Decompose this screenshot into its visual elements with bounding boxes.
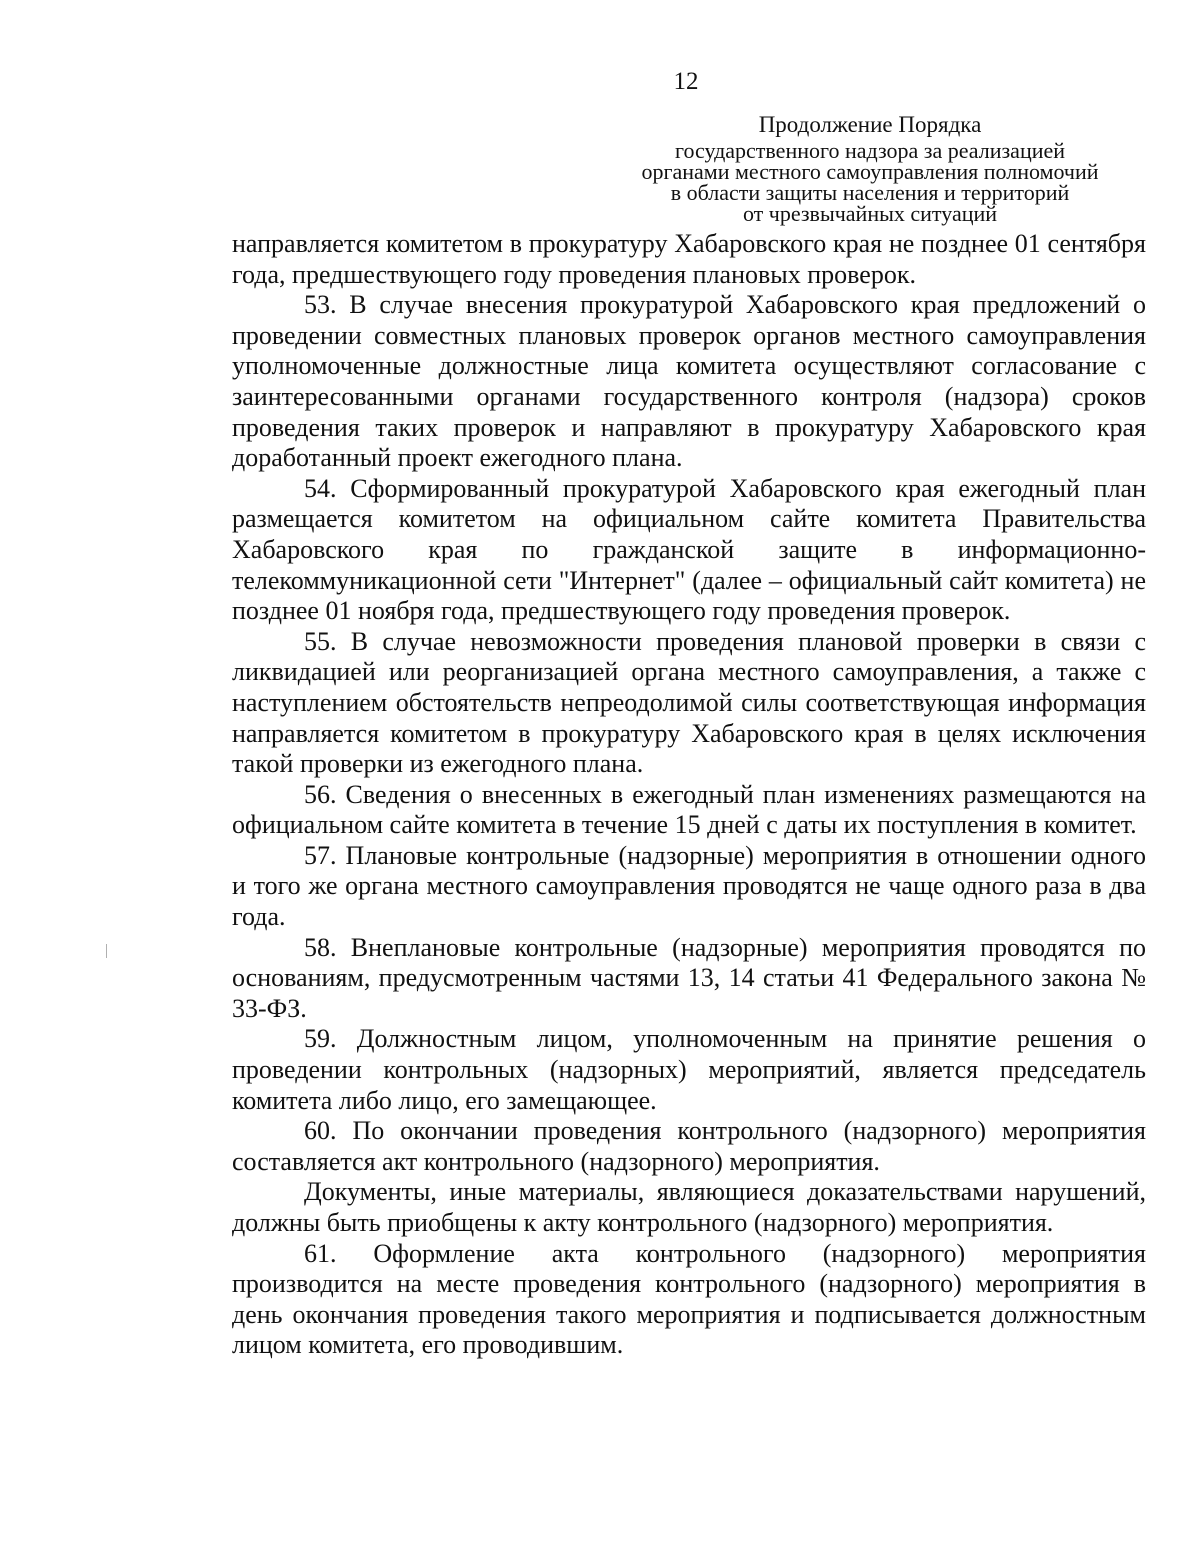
paragraph-53: 53. В случае внесения прокуратурой Хабаровского края предложений о проведении совместных плановых проверок органов местного самоуправления уполномоченные должностные лица комитета осуществляют согласование с заинтересованными органами государственного контроля (надзора) сроков проведения таких проверок и направляют в прокуратуру Хабаровского края доработанный проект ежегодного плана. — [232, 290, 1146, 473]
paragraph-61: 61. Оформление акта контрольного (надзорного) мероприятия производится на месте проведения контрольного (надзорного) мероприятия в день окончания проведения такого мероприятия и подписывается должностным лицом комитета, его проводившим. — [232, 1238, 1146, 1360]
document-header — [600, 111, 1140, 224]
header-title: Продолжение Порядка — [758, 112, 982, 137]
paragraph-60: 60. По окончании проведения контрольного (надзорного) мероприятия составляется акт контрольного (надзорного) мероприятия. — [232, 1116, 1146, 1176]
paragraph-57: 57. Плановые контрольные (надзорные) мероприятия в отношении одного и того же органа местного самоуправления проводятся не чаще одного раза в два года. — [232, 840, 1146, 932]
document-body — [232, 229, 1146, 1361]
paragraph-56: 56. Сведения о внесенных в ежегодный план изменениях размещаются на официальном сайте комитета в течение 15 дней с даты их поступления в комитет. — [232, 779, 1146, 840]
header-line: органами местного самоуправления полномочий — [641, 159, 1099, 184]
paragraph-continuation: направляется комитетом в прокуратуру Хабаровского края не позднее 01 сентября года, предшествующего году проведения плановых проверок. — [232, 229, 1146, 289]
header-line: от чрезвычайных ситуаций — [742, 201, 998, 226]
header-line: государственного надзора за реализацией — [674, 138, 1066, 163]
header-line: в области защиты населения и территорий — [670, 180, 1070, 205]
page-number: 12 — [673, 68, 699, 95]
paragraph-59: 59. Должностным лицом, уполномоченным на принятие решения о проведении контрольных (надзорных) мероприятий, является председатель комитета либо лицо, его замещающее. — [232, 1024, 1146, 1115]
paragraph-55: 55. В случае невозможности проведения плановой проверки в связи с ликвидацией или реорганизацией органа местного самоуправления, а также с наступлением обстоятельств непреодолимой силы соответствующая информация направляется комитетом в прокуратуру Хабаровского края в целях исключения такой проверки из ежегодного плана. — [232, 626, 1146, 779]
paragraph-58: 58. Внеплановые контрольные (надзорные) мероприятия проводятся по основаниям, предусмотренным частями 13, 14 статьи 41 Федерального закона № 33-ФЗ. — [232, 932, 1146, 1023]
scan-margin-mark — [106, 944, 107, 958]
paragraph-54: 54. Сформированный прокуратурой Хабаровского края ежегодный план размещается комитетом на официальном сайте комитета Правительства Хабаровского края по гражданской защите в информационно-телекоммуникационной сети "Интернет" (далее – официальный сайт комитета) не позднее 01 ноября года, предшествующего году проведения проверок. — [232, 473, 1146, 626]
paragraph-documents: Документы, иные материалы, являющиеся доказательствами нарушений, должны быть приобщены к акту контрольного (надзорного) мероприятия. — [232, 1177, 1146, 1237]
